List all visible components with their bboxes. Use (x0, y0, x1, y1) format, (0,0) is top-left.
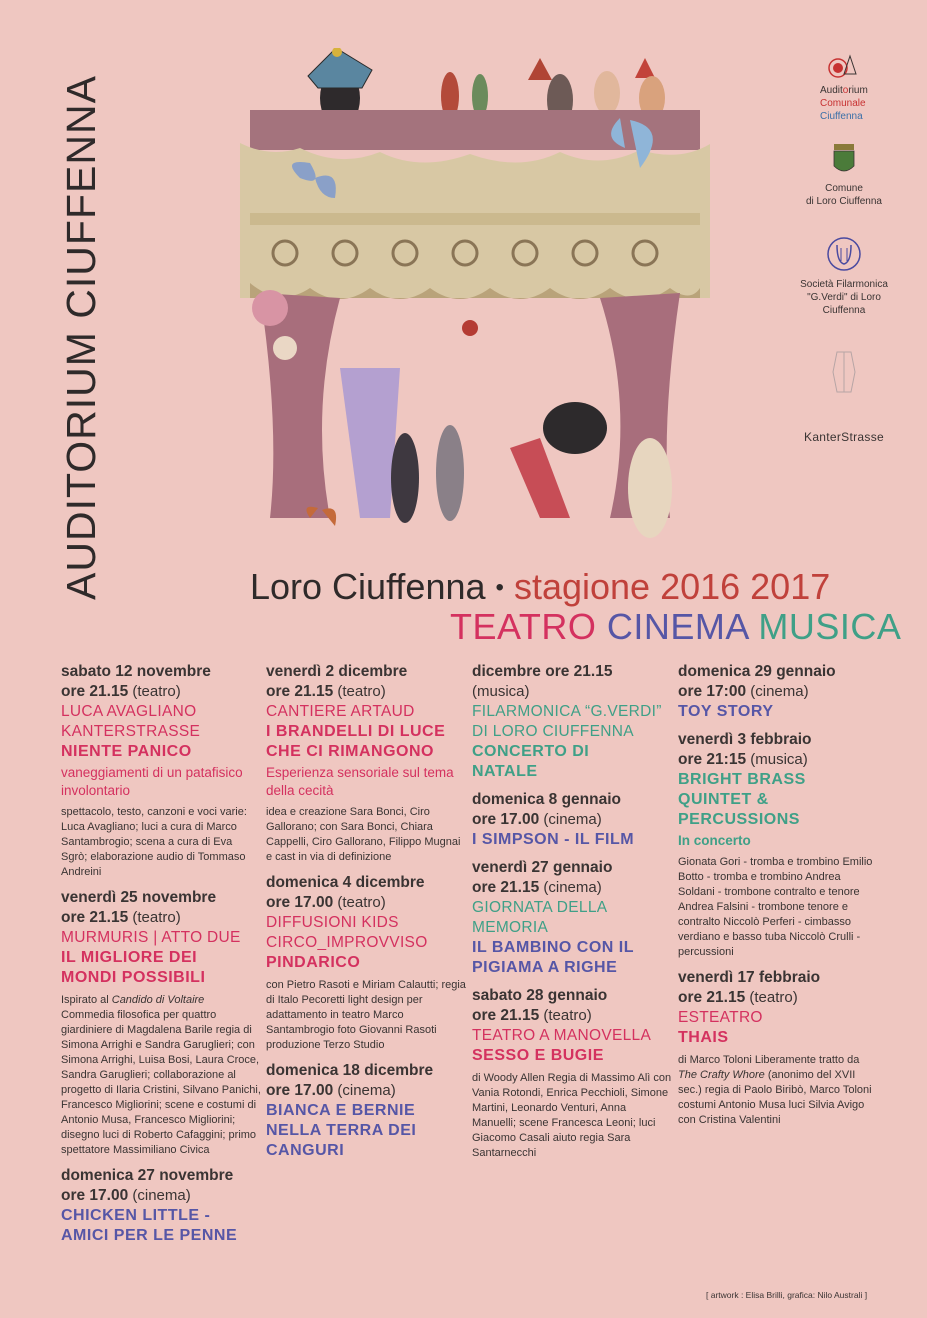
auditorium-logo-icon (824, 50, 864, 82)
vertical-title: AUDITORIUM CIUFFENNA (58, 75, 104, 600)
event-entry: dicembre ore 21.15 (musica) FILARMONICA “G.VERDI” DI LORO CIUFFENNA CONCERTO DI NATALE (472, 663, 662, 780)
filarmonica-logo: Società Filarmonica "G.Verdi" di Loro Ciuffenna (784, 234, 904, 317)
event-entry: venerdì 17 febbraio ore 21.15 (teatro) ESTEATRO THAIS di Marco Toloni Liberamente tratto da The Crafty Whore (anonimo del XVII sec.) regia di Paolo Biribò, Marco Toloni costumi Antonio Musa luci Silvia Avigo con Cristina Valentini (678, 969, 872, 1126)
artwork-credit: [ artwork : Elisa Brilli, grafica: Nilo Australi ] (706, 1290, 868, 1300)
season-headline (250, 566, 902, 647)
pomegranate (462, 320, 478, 336)
event-entry: venerdì 3 febbraio ore 21:15 (musica) BRIGHT BRASS QUINTET & PERCUSSIONS In concerto Gionata Gori - tromba e trombino Emilio Botto - tromba e trombino Andrea Soldani - trombone contralto e tenore Andrea Falsini - trombone tenore e contralto Niccolò Perferi - cimbasso verdiano e basso tuba Niccolò Crulli - percussioni (678, 731, 873, 958)
program-column-1 (61, 662, 261, 1254)
event-entry: domenica 8 gennaio ore 17.00 (cinema) I SIMPSON - IL FILM (472, 791, 635, 848)
program-column-2 (266, 662, 466, 1169)
event-entry: venerdì 25 novembre ore 21.15 (teatro) MURMURIS | ATTO DUE IL MIGLIORE DEI MONDI POSSIBILI Ispirato al Candido di Voltaire Commedia filosofica per quattro giardiniere di Magdalena Barile regia di Simona Arrighi e Sandra Garuglieri; con Simona Arrighi, Luisa Bosi, Laura Croce, Sandra Garuglieri; collaborazione al progetto di Ilaria Cristini, Silvano Panichi, Francesco Migliorini; scene e costumi di Antonio Musa, Francesco Migliorini; disegno luci di Roberto Cafaggini; primo spettatore Massimiliano Civica (61, 889, 261, 1156)
auditorium-logo: Auditorium Comunale Ciuffenna (784, 50, 904, 123)
comune-logo: Comune di Loro Ciuffenna (784, 142, 904, 208)
program-column-4 (678, 662, 878, 1136)
lantern-icon (829, 348, 859, 398)
stockinged-legs (340, 368, 400, 518)
puppet-theatre-artwork (240, 48, 710, 548)
child-figure (436, 425, 464, 521)
child-figure (391, 433, 419, 523)
donkey-head (543, 402, 607, 454)
event-entry: sabato 28 gennaio ore 21.15 (teatro) TEATRO A MANOVELLA SESSO E BUGIE di Woody Allen Regia di Massimo Alì con Vania Rotondi, Enrica Pecchioli, Simone Martini, Leonardo Venturi, Anna Manuelli; scene Francesca Leoni; luci Giacomo Casali aiuto regia Sara Santarnecchi (472, 987, 672, 1159)
doll-figure (628, 438, 672, 538)
event-entry: domenica 18 dicembre ore 17.00 (cinema) BIANCA E BERNIE NELLA TERRA DEI CANGURI (266, 1062, 434, 1159)
kanterstrasse-logo: KanterStrasse (804, 430, 884, 444)
rose-flower (273, 336, 297, 360)
event-entry: domenica 27 novembre ore 17.00 (cinema) CHICKEN LITTLE - AMICI PER LE PENNE (61, 1167, 238, 1244)
rose-flower (252, 290, 288, 326)
program-column-3 (472, 662, 672, 1169)
left-drape (260, 293, 340, 518)
lyre-icon (824, 234, 864, 274)
event-entry: domenica 4 dicembre ore 17.00 (teatro) DIFFUSIONI KIDS CIRCO_IMPROVVISO PINDARICO con Pietro Rasoti e Miriam Calautti; regia di Italo Pecoretti light design per adattamento in teatro Marco Santambrogio foto Giovanni Rasoti produzione Terzo Studio (266, 874, 466, 1051)
event-entry: venerdì 2 dicembre ore 21.15 (teatro) CANTIERE ARTAUD I BRANDELLI DI LUCE CHE CI RIMANGONO Esperienza sensoriale sul tema della cecità idea e creazione Sara Bonci, Ciro Gallorano; con Sara Bonci, Chiara Cappelli, Ciro Gallorano, Filippo Mugnai e cast in via di definizione (266, 663, 461, 863)
headline-line-1: Loro Ciuffenna • stagione 2016 2017 (250, 566, 831, 607)
lantern-logo (784, 348, 904, 402)
coat-of-arms-icon (831, 142, 857, 178)
event-entry: domenica 29 gennaio ore 17:00 (cinema) TOY STORY (678, 663, 836, 720)
event-entry: venerdì 27 gennaio ore 21.15 (cinema) GIORNATA DELLA MEMORIA IL BAMBINO CON IL PIGIAMA A RIGHE (472, 859, 634, 976)
event-entry: sabato 12 novembre ore 21.15 (teatro) LUCA AVAGLIANO KANTERSTRASSE NIENTE PANICO vaneggiamenti di un patafisico involontario spettacolo, testo, canzoni e voci varie: Luca Avagliano; luci a cura di Marco Santambrogio; scena a cura di Eva Sgrò; elaborazione audio di Tommaso Andreini (61, 663, 247, 878)
headline-line-2: TEATRO CINEMA MUSICA (450, 606, 902, 647)
